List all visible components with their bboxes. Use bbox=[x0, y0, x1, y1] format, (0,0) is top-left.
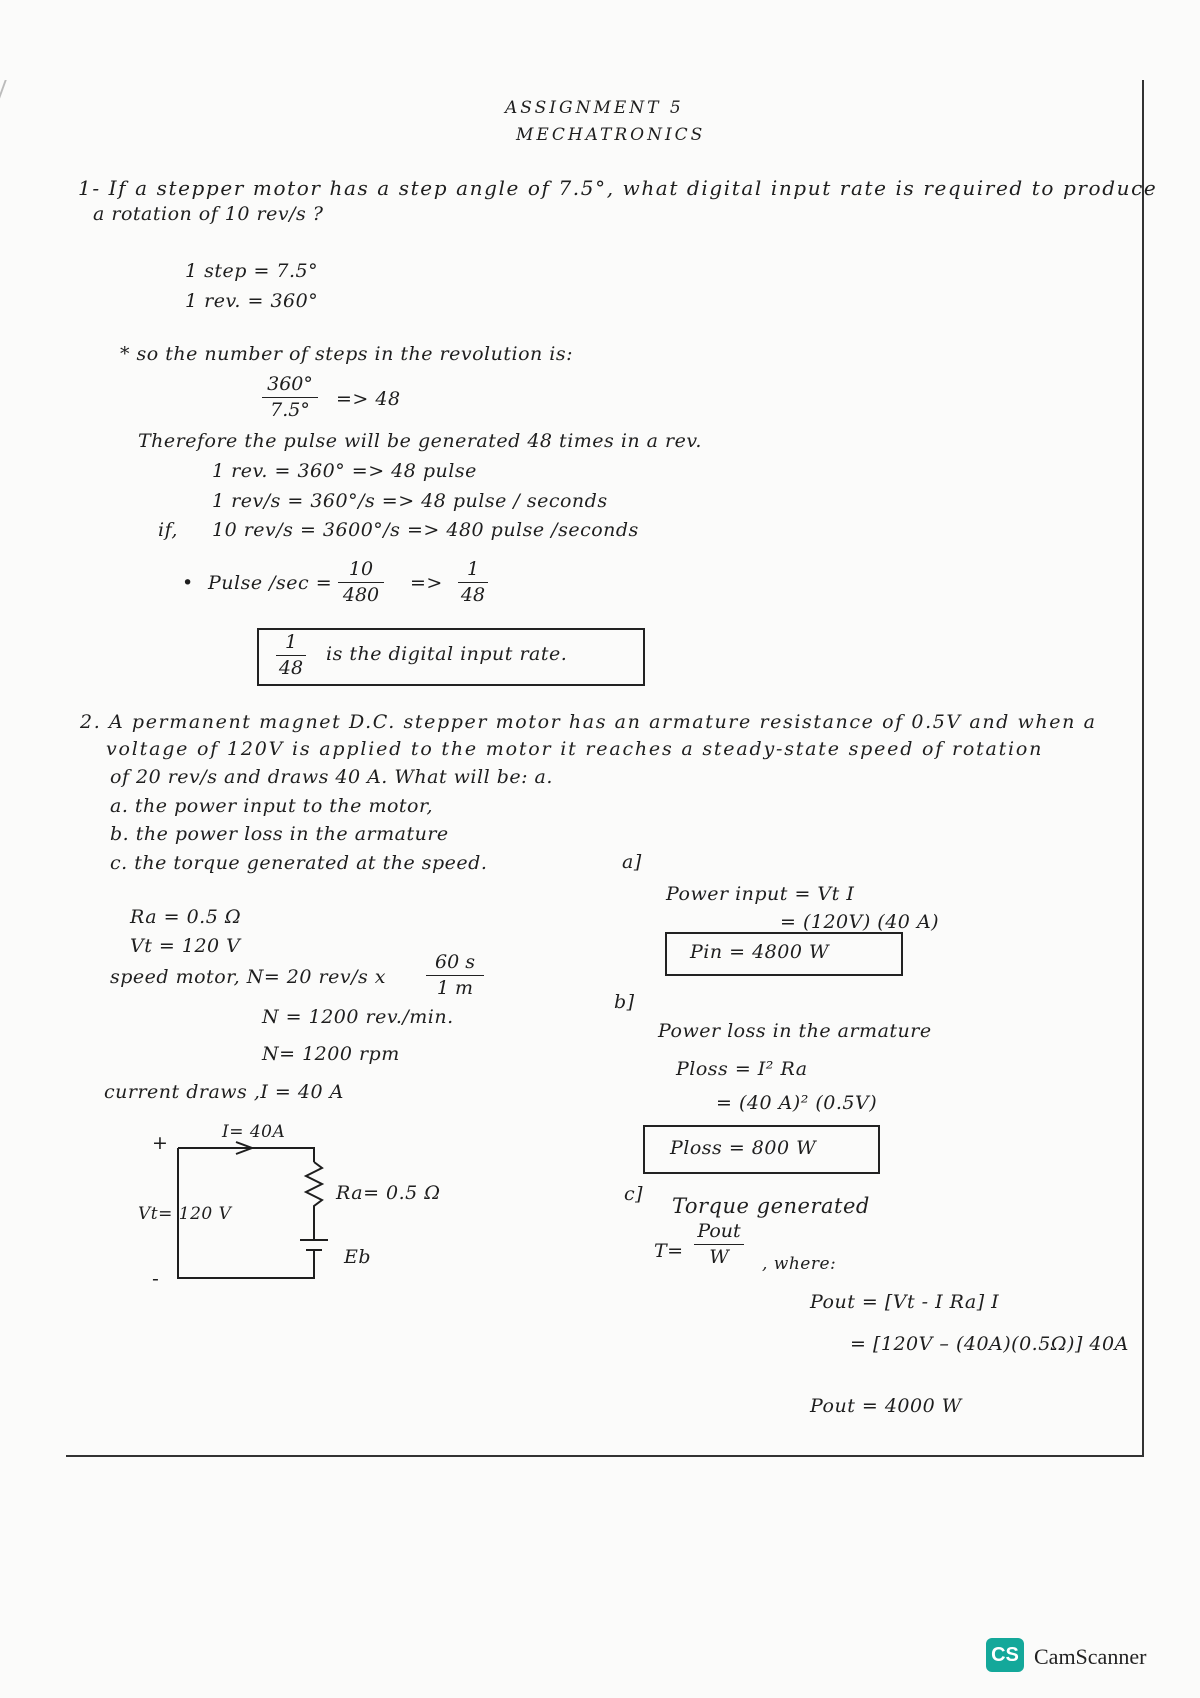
q1-pulse-label: Pulse /sec = bbox=[208, 572, 333, 594]
q1-therefore: Therefore the pulse will be generated 48 times in a rev. bbox=[138, 430, 702, 452]
q2-item-a: a. the power input to the motor, bbox=[110, 795, 434, 817]
q2-speed-n1: N = 1200 rev./min. bbox=[262, 1006, 454, 1028]
circuit-eb-label: Eb bbox=[344, 1246, 372, 1268]
q1-if-label: if, bbox=[158, 519, 178, 541]
q2-line1: 2. A permanent magnet D.C. stepper motor has an armature resistance of 0.5V and when a bbox=[80, 711, 1097, 733]
q1-frac-denominator: 7.5° bbox=[270, 399, 310, 421]
q2-line3: of 20 rev/s and draws 40 A. What will be: a. bbox=[110, 766, 553, 788]
emf-plate-short bbox=[306, 1250, 322, 1262]
q2-c-line1: Pout = [Vt - I Ra] I bbox=[810, 1291, 1000, 1313]
q2-speed-denominator: 1 m bbox=[436, 977, 474, 999]
circuit-current-label: I= 40A bbox=[222, 1122, 286, 1142]
q2-c-torque-fraction bbox=[694, 1222, 744, 1267]
q2-given-vt: Vt = 120 V bbox=[130, 935, 241, 957]
q1-question-line1: 1- If a stepper motor has a step angle of 7.5°, what digital input rate is required to produce bbox=[78, 176, 1158, 200]
circuit-minus-terminal: - bbox=[152, 1268, 160, 1290]
camscanner-brand: CamScanner bbox=[1034, 1644, 1147, 1669]
q2-b-line1: Ploss = I² Ra bbox=[676, 1058, 808, 1080]
q2-item-b: b. the power loss in the armature bbox=[110, 823, 449, 845]
q1-rev-equation: 1 rev. = 360° bbox=[185, 290, 319, 312]
q1-answer-text: is the digital input rate. bbox=[326, 643, 568, 665]
q1-pulse-numerator: 10 bbox=[348, 558, 374, 580]
q1-calc1: 1 rev. = 360° => 48 pulse bbox=[212, 460, 477, 482]
q1-calc3: 10 rev/s = 3600°/s => 480 pulse /seconds bbox=[212, 519, 639, 541]
q1-reduced-denominator: 48 bbox=[460, 584, 486, 606]
q2-b-boxed: Ploss = 800 W bbox=[670, 1137, 817, 1159]
q1-answer-denominator: 48 bbox=[278, 657, 304, 679]
q1-pulse-denominator: 480 bbox=[342, 584, 380, 606]
q2-c-title: Torque generated bbox=[672, 1194, 870, 1218]
q2-item-c: c. the torque generated at the speed. bbox=[110, 852, 488, 874]
q1-calc2: 1 rev/s = 360°/s => 48 pulse / seconds bbox=[212, 490, 608, 512]
q2-given-ra: Ra = 0.5 Ω bbox=[130, 906, 242, 928]
q2-a-line1: Power input = Vt I bbox=[666, 883, 855, 905]
q2-c-denominator: W bbox=[709, 1246, 729, 1268]
q2-a-boxed: Pin = 4800 W bbox=[690, 941, 830, 963]
camscanner-logo: CS bbox=[986, 1638, 1024, 1672]
q2-speed-label: speed motor, N= 20 rev/s x bbox=[110, 966, 386, 988]
q2-c-line3: Pout = 4000 W bbox=[810, 1395, 962, 1417]
q2-part-c-label: c] bbox=[624, 1183, 644, 1205]
q2-speed-n2: N= 1200 rpm bbox=[262, 1043, 400, 1065]
q2-c-where: , where: bbox=[762, 1254, 837, 1274]
q1-answer-numerator: 1 bbox=[284, 631, 298, 653]
q2-c-numerator: Pout bbox=[697, 1220, 741, 1242]
q1-pulse-arrow: => bbox=[410, 572, 443, 594]
circuit-ra-label: Ra= 0.5 Ω bbox=[336, 1182, 441, 1204]
q2-c-t-label: T= bbox=[654, 1240, 684, 1262]
q2-speed-numerator: 60 s bbox=[435, 951, 475, 973]
q2-b-line2: = (40 A)² (0.5V) bbox=[716, 1092, 878, 1114]
q1-frac-numerator: 360° bbox=[267, 373, 313, 395]
q2-b-title: Power loss in the armature bbox=[658, 1020, 932, 1042]
q1-frac-result: => 48 bbox=[336, 388, 401, 410]
q1-step-equation: 1 step = 7.5° bbox=[185, 260, 319, 282]
armature-resistor bbox=[306, 1162, 322, 1240]
q1-bullet: • bbox=[182, 572, 194, 594]
assignment-title: ASSIGNMENT 5 bbox=[505, 98, 684, 118]
circuit-plus-terminal: + bbox=[152, 1132, 169, 1154]
q2-current: current draws ,I = 40 A bbox=[104, 1081, 344, 1103]
q2-part-a-label: a] bbox=[622, 851, 642, 873]
q1-reduced-numerator: 1 bbox=[466, 558, 480, 580]
q1-question-line2: a rotation of 10 rev/s ? bbox=[93, 203, 324, 225]
q2-part-b-label: b] bbox=[614, 991, 635, 1013]
q2-c-line2: = [120V – (40A)(0.5Ω)] 40A bbox=[850, 1333, 1129, 1355]
q2-a-line2: = (120V) (40 A) bbox=[780, 911, 940, 933]
course-title: MECHATRONICS bbox=[516, 125, 706, 145]
q1-steps-intro: * so the number of steps in the revolution is: bbox=[120, 343, 574, 365]
circuit-vt-label: Vt= 120 V bbox=[138, 1204, 232, 1224]
q2-line2: voltage of 120V is applied to the motor it reaches a steady-state speed of rotation bbox=[106, 738, 1044, 760]
